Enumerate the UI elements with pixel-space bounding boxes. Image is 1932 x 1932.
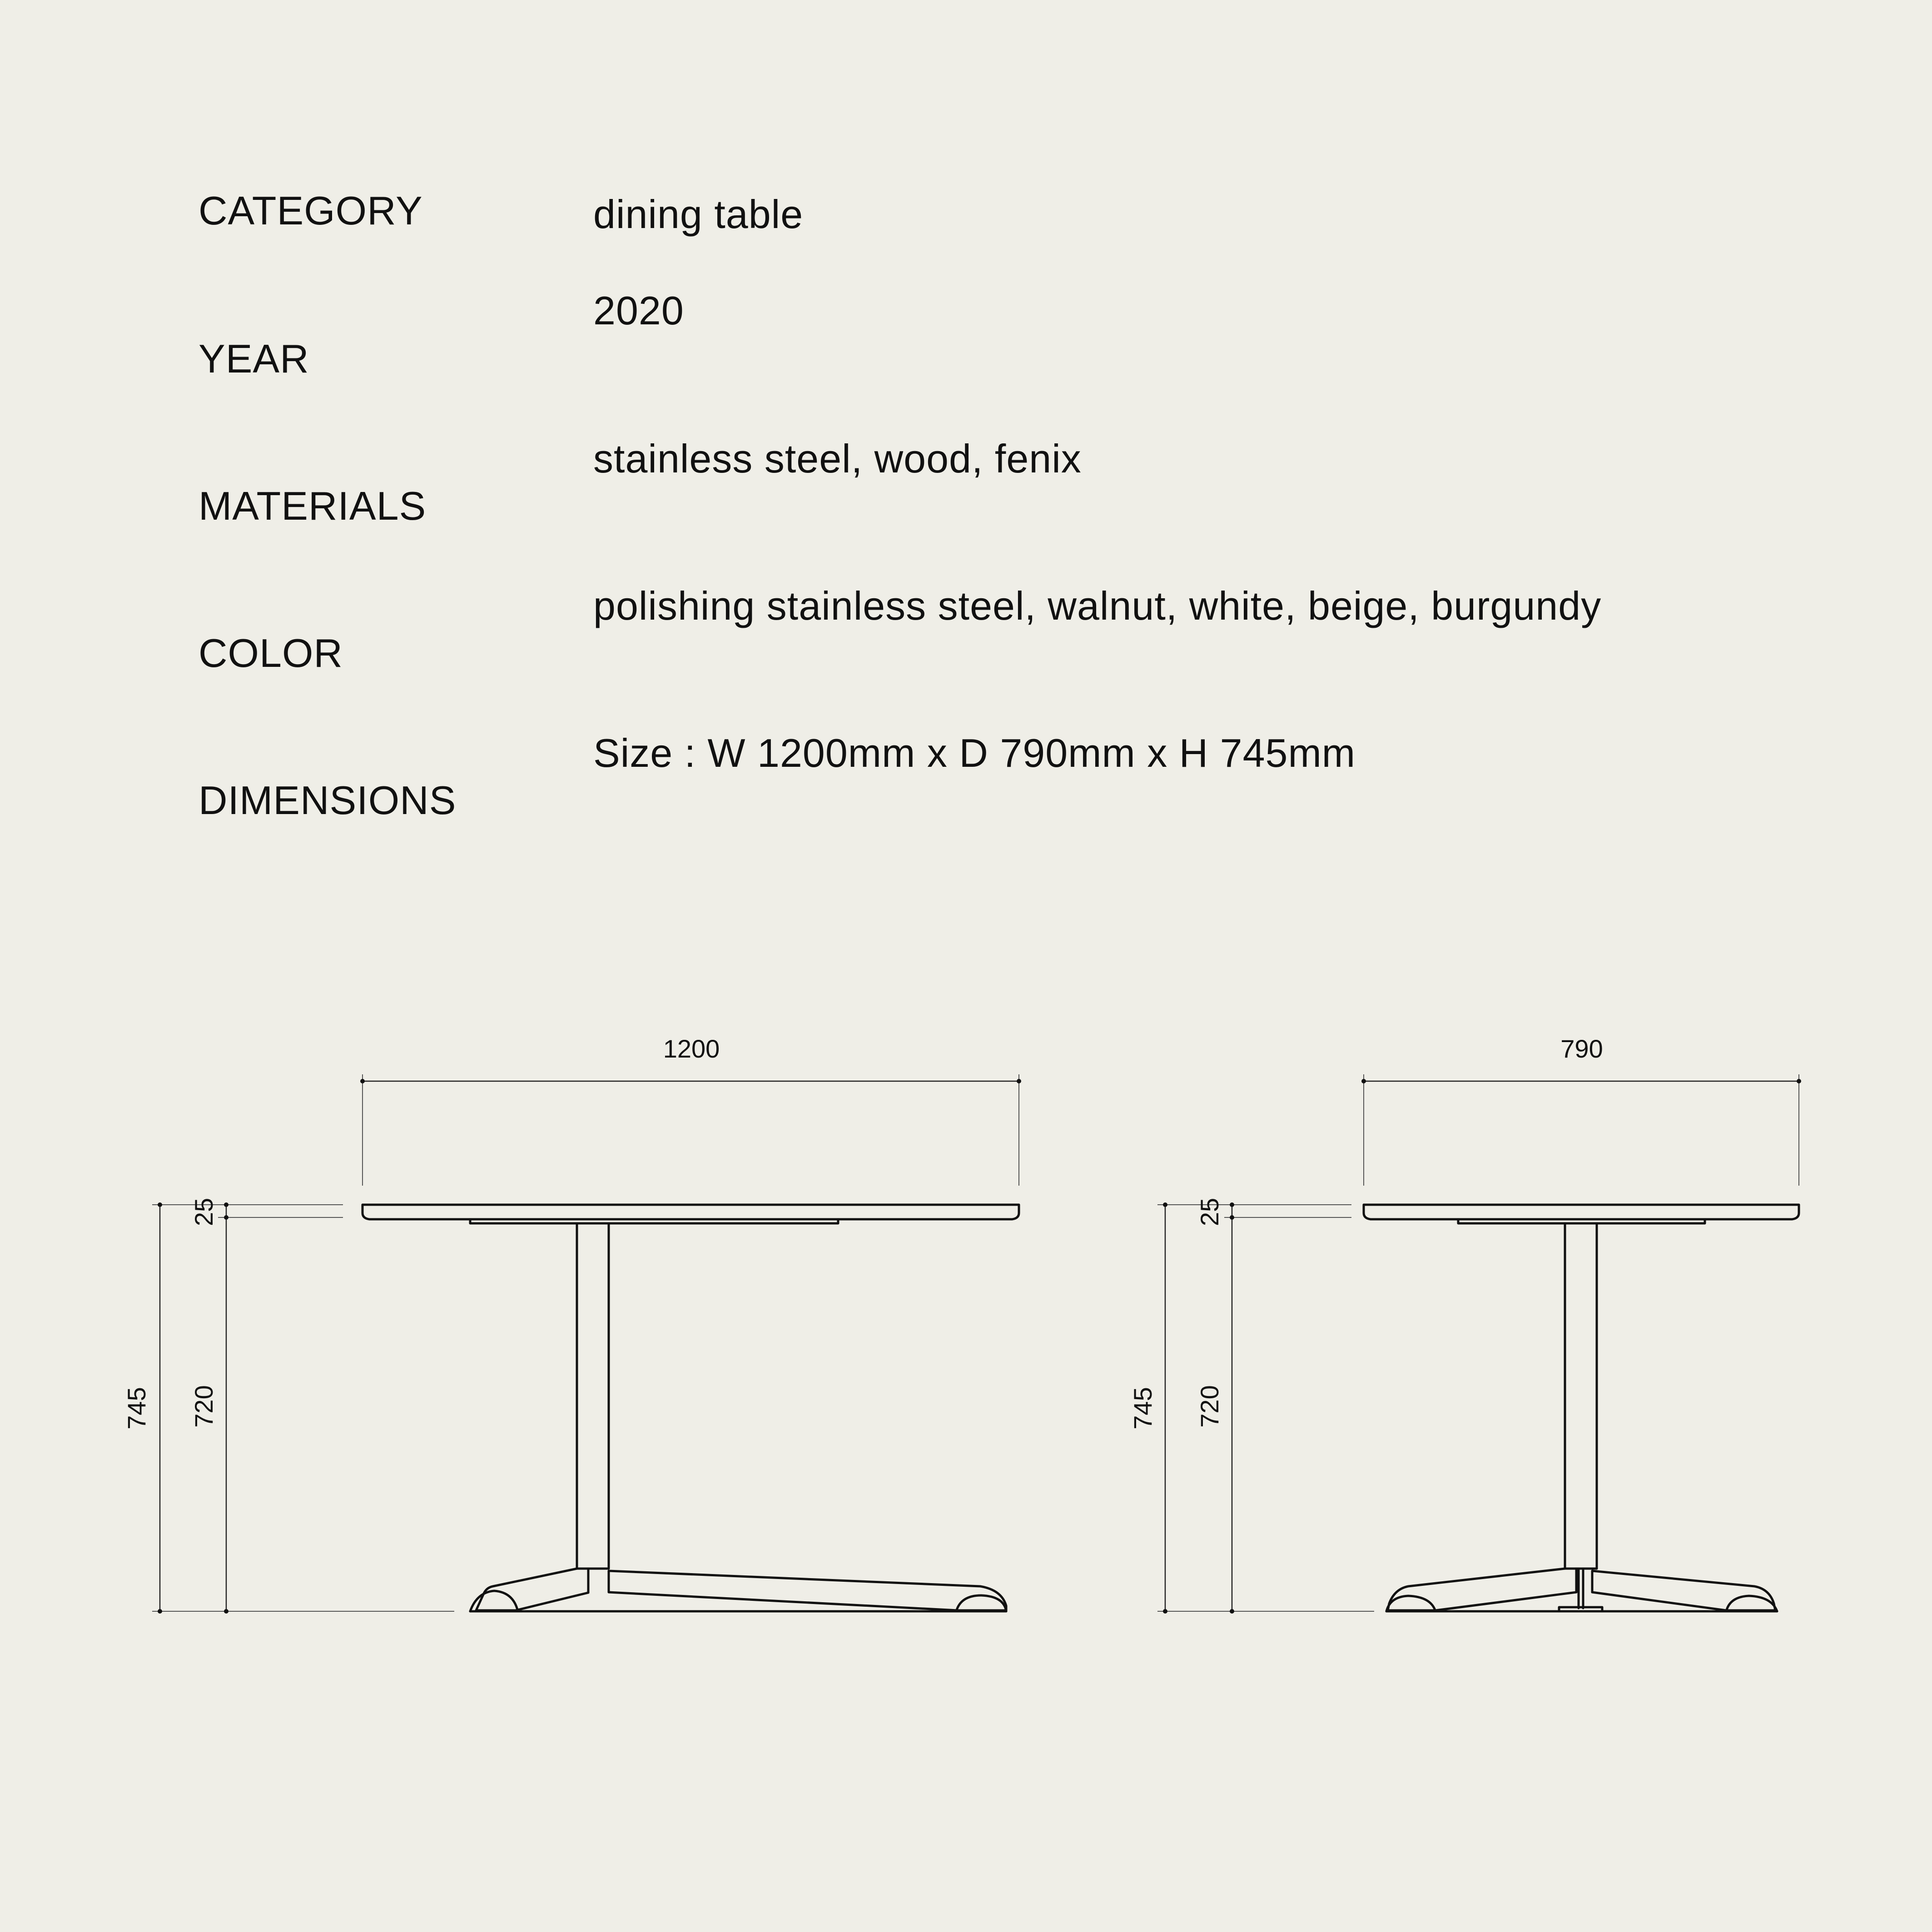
front-total-height-label: 745 (122, 1387, 151, 1430)
category-label: CATEGORY (199, 188, 423, 233)
front-foot-right (956, 1595, 1006, 1611)
side-foot-left (1386, 1596, 1435, 1611)
front-table-top (363, 1205, 1019, 1219)
front-dot-4 (224, 1215, 228, 1220)
side-dot-1 (1163, 1202, 1167, 1207)
dimensions-label: DIMENSIONS (199, 778, 457, 823)
side-base-left-leg (1388, 1569, 1576, 1610)
side-top-thickness-label: 25 (1195, 1197, 1224, 1227)
materials-label: MATERIALS (199, 483, 427, 528)
front-base-left-leg (476, 1569, 588, 1610)
front-width-tick-left (360, 1079, 365, 1083)
front-base-right-leg (609, 1571, 1006, 1610)
dimensions-value: Size : W 1200mm x D 790mm x H 745mm (593, 730, 1356, 775)
front-view (122, 1034, 1021, 1614)
front-dot-1 (158, 1202, 162, 1207)
side-total-height-label: 745 (1128, 1387, 1157, 1430)
front-apron (470, 1219, 838, 1223)
materials-value: stainless steel, wood, fenix (593, 436, 1082, 481)
side-width-tick-left (1361, 1079, 1366, 1083)
color-label: COLOR (199, 631, 343, 675)
side-view (1128, 1034, 1801, 1614)
side-foot-right (1726, 1596, 1777, 1611)
side-column (1565, 1223, 1597, 1569)
side-leg-height-label: 720 (1195, 1385, 1224, 1428)
side-table-top (1364, 1205, 1799, 1219)
front-dot-2 (158, 1609, 162, 1614)
front-leg-height-label: 720 (189, 1385, 218, 1428)
side-base-right-leg (1592, 1571, 1775, 1610)
side-width-tick-right (1797, 1079, 1801, 1083)
side-width-label: 790 (1560, 1034, 1603, 1063)
side-dot-5 (1230, 1609, 1234, 1614)
year-value: 2020 (593, 288, 684, 333)
front-width-label: 1200 (663, 1034, 720, 1063)
front-top-thickness-label: 25 (189, 1197, 218, 1227)
side-dot-2 (1163, 1609, 1167, 1614)
front-width-tick-right (1017, 1079, 1021, 1083)
category-value: dining table (593, 192, 804, 237)
side-dot-4 (1230, 1215, 1234, 1220)
color-value: polishing stainless steel, walnut, white, beige, burgundy (593, 583, 1602, 628)
front-column (577, 1223, 609, 1569)
front-dot-5 (224, 1609, 228, 1614)
front-dot-3 (224, 1202, 228, 1207)
year-label: YEAR (199, 336, 309, 381)
side-dot-3 (1230, 1202, 1234, 1207)
